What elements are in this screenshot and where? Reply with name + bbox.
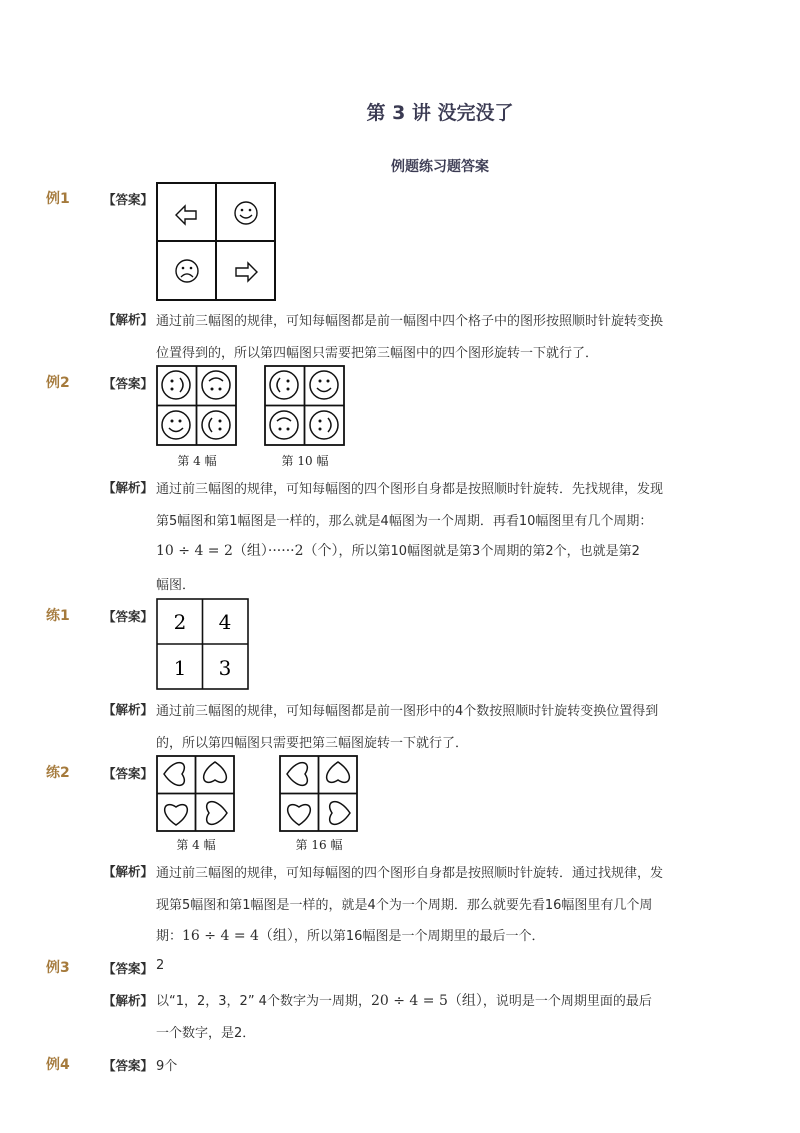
right-arrow-icon: [236, 263, 257, 281]
q2-answer-tag: 【答案】: [103, 376, 154, 391]
q2-figure-4: [156, 365, 238, 447]
p1-label: 练1: [46, 608, 70, 624]
left-arrow-icon: [176, 206, 196, 224]
q2-analysis-line-3: 10 ÷ 4 = 2（组）······2（个），所以第10幅图就是第3个周期的第2个，也就是第2: [156, 543, 640, 559]
q4-answer-tag: 【答案】: [103, 1058, 154, 1073]
q2-analysis-line-2: 第5幅图和第1幅图是一样的，那么就是4幅图为一个周期．再看10幅图里有几个周期：: [156, 514, 653, 529]
page-title: 第 3 讲 没完没了: [366, 102, 514, 124]
q3-answer: 2: [156, 958, 165, 973]
p1-answer-tag: 【答案】: [103, 609, 154, 624]
q1-label: 例1: [46, 191, 70, 207]
p2-math: 16 ÷ 4 = 4（组）: [182, 928, 294, 944]
q2-analysis-line-4: 幅图．: [156, 578, 196, 593]
p1-cell-bottom-right: 3: [218, 656, 232, 680]
q1-analysis-tag: 【解析】: [103, 312, 154, 327]
p2-analysis-line-1: 通过前三幅图的规律，可知每幅图的四个图形自身都是按照顺时针旋转．通过找规律，发: [156, 866, 664, 881]
q1-answer-figure: [156, 182, 277, 302]
p1-analysis-line-1: 通过前三幅图的规律，可知每幅图都是前一图形中的4个数按照顺时针旋转变换位置得到: [156, 704, 659, 719]
p2-caption-4: 第 4 幅: [176, 838, 216, 852]
q3-analysis-tag: 【解析】: [103, 993, 154, 1008]
heart-right-icon: [287, 763, 307, 786]
q2-caption-10: 第 10 幅: [281, 454, 329, 468]
p2-answer-tag: 【答案】: [103, 766, 154, 781]
p1-cell-top-left: 2: [173, 610, 187, 634]
frown-face-icon: [176, 260, 198, 282]
q2-analysis-line-1: 通过前三幅图的规律，可知每幅图的四个图形自身都是按照顺时针旋转．先找规律，发现: [156, 482, 664, 497]
heart-up-icon: [327, 762, 350, 782]
face-down-icon: [310, 371, 338, 399]
face-down-icon: [162, 411, 190, 439]
p2-analysis-tag: 【解析】: [103, 864, 154, 879]
p2-analysis-line-2: 现第5幅图和第1幅图是一样的，就是4个为一个周期．那么就要先看16幅图里有几个周: [156, 898, 653, 913]
p1-cell-bottom-left: 1: [173, 656, 187, 680]
p1-analysis-line-2: 的，所以第四幅图只需要把第三幅图旋转一下就行了．: [156, 736, 469, 751]
p2-label: 练2: [46, 765, 70, 781]
q2-math: 10 ÷ 4 = 2（组）······2（个）: [156, 543, 339, 559]
p1-cell-top-right: 4: [218, 610, 232, 634]
face-up-icon: [202, 371, 230, 399]
p2-caption-16: 第 16 幅: [295, 838, 343, 852]
p2-figure-4: [156, 755, 236, 833]
smiley-icon: [235, 202, 257, 224]
p2-analysis-line-3: 期：16 ÷ 4 = 4（组），所以第16幅图是一个周期里的最后一个．: [156, 928, 545, 944]
q2-label: 例2: [46, 375, 70, 391]
heart-down-icon: [165, 805, 188, 825]
face-up-icon: [270, 411, 298, 439]
q1-analysis-line-2: 位置得到的，所以第四幅图只需要把第三幅图中的四个图形旋转一下就行了．: [156, 346, 599, 361]
heart-left-icon: [330, 802, 350, 825]
face-right-icon: [162, 371, 190, 399]
p2-figure-16: [279, 755, 359, 833]
q1-analysis-line-1: 通过前三幅图的规律，可知每幅图都是前一幅图中四个格子中的图形按照顺时针旋转变换: [156, 314, 664, 329]
p1-analysis-tag: 【解析】: [103, 702, 154, 717]
q3-analysis-line-2: 一个数字，是2．: [156, 1026, 256, 1041]
q2-analysis-tag: 【解析】: [103, 480, 154, 495]
q3-answer-tag: 【答案】: [103, 961, 154, 976]
heart-down-icon: [288, 805, 311, 825]
section-subtitle: 例题练习题答案: [391, 159, 489, 175]
q1-answer-tag: 【答案】: [103, 192, 154, 207]
q2-caption-4: 第 4 幅: [177, 454, 217, 468]
heart-left-icon: [207, 802, 227, 825]
q3-analysis-line-1: 以“1，2，3，2” 4个数字为一周期，20 ÷ 4 = 5（组），说明是一个周期里面的最后: [156, 993, 652, 1009]
q4-label: 例4: [46, 1057, 70, 1073]
q3-math: 20 ÷ 4 = 5（组）: [370, 993, 483, 1009]
face-left-icon: [270, 371, 298, 399]
face-left-icon: [202, 411, 230, 439]
heart-right-icon: [164, 763, 184, 786]
face-right-icon: [310, 411, 338, 439]
q4-answer: 9个: [156, 1059, 178, 1074]
q3-label: 例3: [46, 960, 70, 976]
heart-up-icon: [204, 762, 227, 782]
q2-figure-10: [264, 365, 346, 447]
p1-answer-grid: [156, 598, 250, 691]
